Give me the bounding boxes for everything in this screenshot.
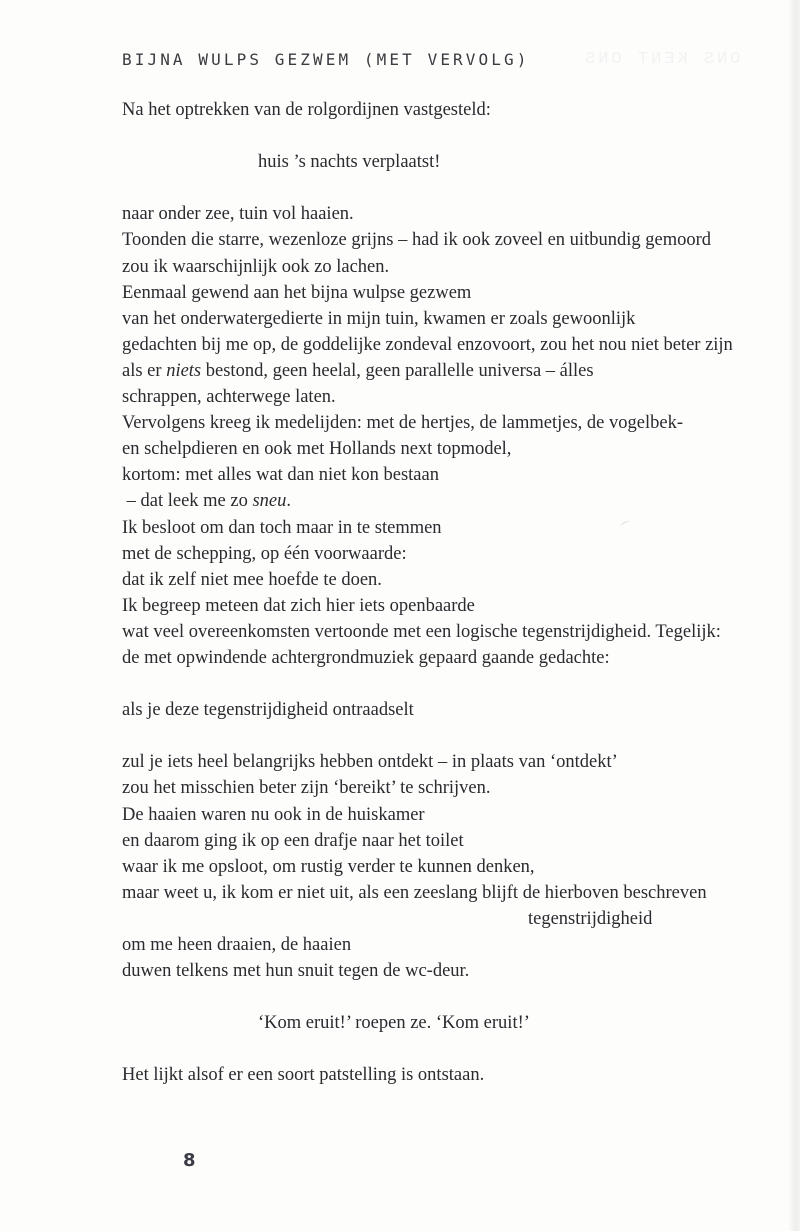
poem-line xyxy=(122,462,782,488)
line-text: maar weet u, ik kom er niet uit, als een zeeslang blijft de hierboven beschreven xyxy=(122,882,707,903)
line-text: huis ’s nachts verplaatst! xyxy=(258,152,441,173)
poem-line xyxy=(122,254,782,280)
poem-line xyxy=(122,567,782,593)
stanza-break xyxy=(122,123,782,149)
poem-line xyxy=(122,593,782,619)
poem-line xyxy=(122,619,782,645)
line-text: Na het optrekken van de rolgordijnen vastgesteld: xyxy=(122,100,491,120)
poem-line xyxy=(122,1010,782,1036)
line-text: – dat leek me zo xyxy=(122,491,253,512)
line-text: ‘Kom eruit!’ roepen ze. ‘Kom eruit!’ xyxy=(258,1013,530,1034)
stanza-break xyxy=(122,723,782,749)
poem-line xyxy=(122,280,782,306)
poem-line xyxy=(122,958,782,984)
poem-line xyxy=(122,880,782,906)
poem-line xyxy=(122,149,782,175)
line-text: Ik begreep meteen dat zich hier iets openbaarde xyxy=(122,595,475,616)
poem-line xyxy=(122,384,782,410)
line-text: als er xyxy=(122,360,167,381)
stanza-break xyxy=(122,984,782,1010)
poem-line xyxy=(122,306,782,332)
poem-line xyxy=(122,932,782,958)
poem-line xyxy=(122,828,782,854)
poem-line xyxy=(122,802,782,828)
line-text: Ik besloot om dan toch maar in te stemmen xyxy=(122,517,442,538)
line-text: Het lijkt alsof er een soort patstelling is ontstaan. xyxy=(122,1065,485,1086)
line-text: om me heen draaien, de haaien xyxy=(122,935,352,955)
stanza-break xyxy=(122,175,782,201)
line-text: Toonden die starre, wezenloze grijns – had ik ook zoveel en uitbundig gemoord xyxy=(122,230,711,251)
poem-line xyxy=(122,410,782,436)
line-text: zou het misschien beter zijn ‘bereikt’ te schrijven. xyxy=(122,778,491,799)
page-number: 8 xyxy=(183,1150,196,1171)
poem-line xyxy=(122,436,782,462)
line-text: Eenmaal gewend aan het bijna wulpse gezwem xyxy=(122,282,472,303)
poem-line xyxy=(122,906,782,932)
page-edge-shadow xyxy=(788,0,800,1231)
line-text: waar ik me opsloot, om rustig verder te kunnen denken, xyxy=(122,856,535,877)
line-text: De haaien waren nu ook in de huiskamer xyxy=(122,804,425,825)
poem-line xyxy=(122,775,782,801)
line-text: tegenstrijdigheid xyxy=(528,908,653,929)
stanza-break xyxy=(122,1036,782,1062)
poem-line xyxy=(122,749,782,775)
poem-line xyxy=(122,227,782,253)
poem-line xyxy=(122,854,782,880)
line-text: de met opwindende achtergrondmuziek gepaard gaande gedachte: xyxy=(122,647,610,668)
line-text: en daarom ging ik op een drafje naar het toilet xyxy=(122,830,464,851)
show-through-running-head: ONS KENT ONS xyxy=(582,50,741,69)
line-text: Vervolgens kreeg ik medelijden: met de hertjes, de lammetjes, de vogelbek- xyxy=(122,413,683,434)
emphasized-word: sneu xyxy=(252,491,287,512)
poem-line xyxy=(122,332,782,358)
line-text: bestond, geen heelal, geen parallelle universa – álles xyxy=(201,360,594,381)
poem-line xyxy=(122,97,782,123)
line-text: gedachten bij me op, de goddelijke zondeval enzovoort, zou het nou niet beter zijn xyxy=(122,334,733,355)
line-text: . xyxy=(286,491,292,512)
line-text: wat veel overeenkomsten vertoonde met een logische tegenstrijdigheid. Tegelijk: xyxy=(122,621,721,642)
poem-line xyxy=(122,541,782,567)
line-text: naar onder zee, tuin vol haaien. xyxy=(122,204,354,225)
stanza-break xyxy=(122,671,782,697)
line-text: met de schepping, op één voorwaarde: xyxy=(122,543,407,564)
running-head: BIJNA WULPS GEZWEM (MET VERVOLG) xyxy=(122,50,530,69)
line-text: en schelpdieren en ook met Hollands next topmodel, xyxy=(122,439,512,460)
poem-line xyxy=(122,201,782,227)
poem-line xyxy=(122,488,782,514)
emphasized-word: niets xyxy=(166,360,202,381)
poem-line xyxy=(122,1062,782,1088)
line-text: schrappen, achterwege laten. xyxy=(122,387,336,408)
poem-line xyxy=(122,697,782,723)
line-text: zul je iets heel belangrijks hebben ontdekt – in plaats van ‘ontdekt’ xyxy=(122,752,618,773)
line-text: als je deze tegenstrijdigheid ontraadselt xyxy=(122,700,414,721)
poem-body xyxy=(122,97,782,1089)
poem-line xyxy=(122,515,782,541)
poem-line xyxy=(122,645,782,671)
poem-line xyxy=(122,358,782,384)
line-text: duwen telkens met hun snuit tegen de wc-deur. xyxy=(122,961,470,982)
line-text: kortom: met alles wat dan niet kon bestaan xyxy=(122,465,439,486)
line-text: dat ik zelf niet mee hoefde te doen. xyxy=(122,569,382,590)
line-text: zou ik waarschijnlijk ook zo lachen. xyxy=(122,256,390,277)
line-text: van het onderwatergedierte in mijn tuin, kwamen er zoals gewoonlijk xyxy=(122,308,636,329)
